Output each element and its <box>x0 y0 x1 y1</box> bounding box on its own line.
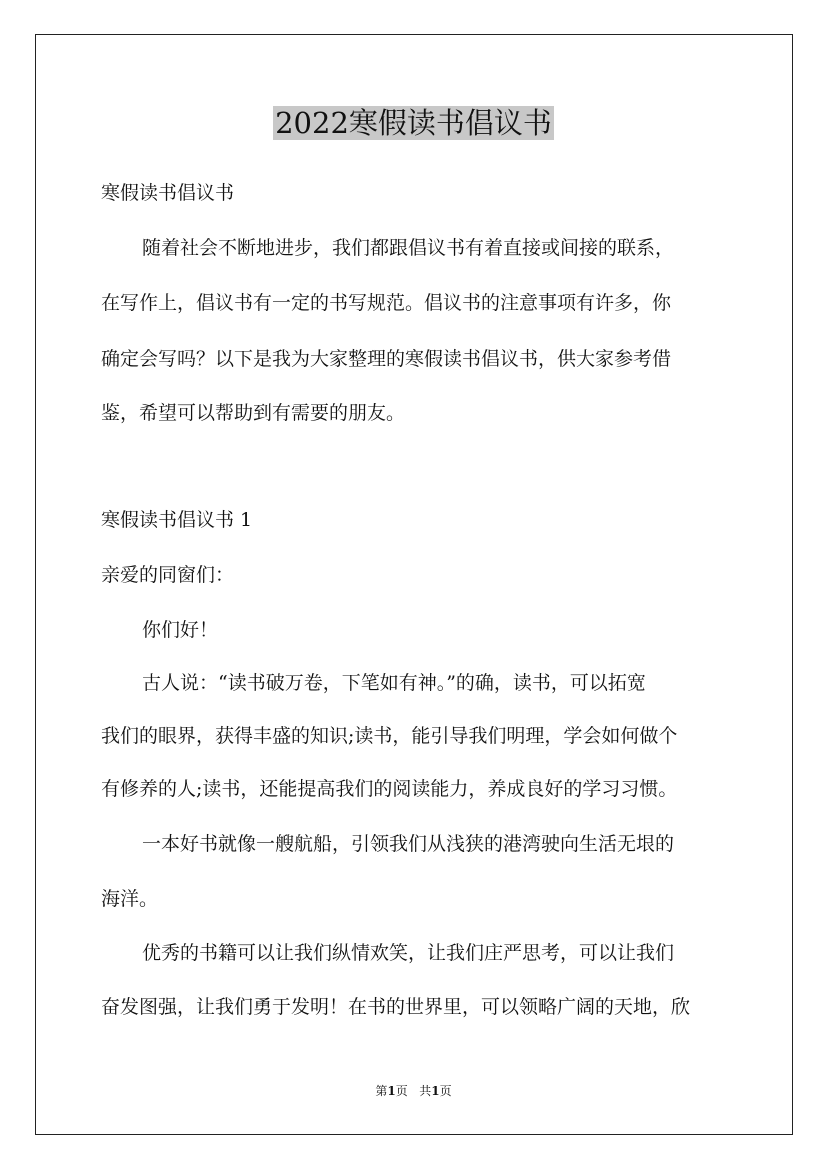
total-label-suffix: 页 <box>439 1084 452 1098</box>
intro-line-4: 鉴，希望可以帮助到有需要的朋友。 <box>101 402 406 424</box>
section-heading: 寒假读书倡议书 1 <box>101 509 253 531</box>
paragraph1-line-1: 古人说：“读书破万卷，下笔如有神。”的确，读书，可以拓宽 <box>142 672 646 694</box>
total-label-prefix: 共 <box>419 1084 432 1098</box>
page-footer <box>0 1083 827 1099</box>
intro-line-2: 在写作上，倡议书有一定的书写规范。倡议书的注意事项有许多，你 <box>101 292 672 314</box>
paragraph3-line-2: 奋发图强，让我们勇于发明！在书的世界里，可以领略广阔的天地，欣 <box>101 996 691 1018</box>
salutation: 亲爱的同窗们： <box>101 564 235 586</box>
page-label-prefix: 第 <box>375 1084 388 1098</box>
paragraph1-line-3: 有修养的人;读书，还能提高我们的阅读能力，养成良好的学习习惯。 <box>101 778 678 800</box>
paragraph2-line-1: 一本好书就像一艘航船，引领我们从浅狭的港湾驶向生活无垠的 <box>142 833 675 855</box>
total-pages: 1 <box>431 1084 440 1098</box>
document-title <box>0 101 827 145</box>
greeting: 你们好！ <box>142 619 219 641</box>
paragraph3-line-1: 优秀的书籍可以让我们纵情欢笑，让我们庄严思考，可以让我们 <box>142 942 675 964</box>
intro-line-3: 确定会写吗？以下是我为大家整理的寒假读书倡议书，供大家参考借 <box>101 348 672 370</box>
intro-line-1: 随着社会不断地进步，我们都跟倡议书有着直接或间接的联系， <box>142 237 675 259</box>
page-number: 1 <box>387 1084 396 1098</box>
paragraph2-line-2: 海洋。 <box>101 888 159 910</box>
document-title-text: 2022寒假读书倡议书 <box>275 106 552 140</box>
page-label-suffix: 页 <box>395 1084 408 1098</box>
document-subtitle: 寒假读书倡议书 <box>101 182 235 204</box>
paragraph1-line-2: 我们的眼界，获得丰盛的知识;读书，能引导我们明理，学会如何做个 <box>101 725 678 747</box>
